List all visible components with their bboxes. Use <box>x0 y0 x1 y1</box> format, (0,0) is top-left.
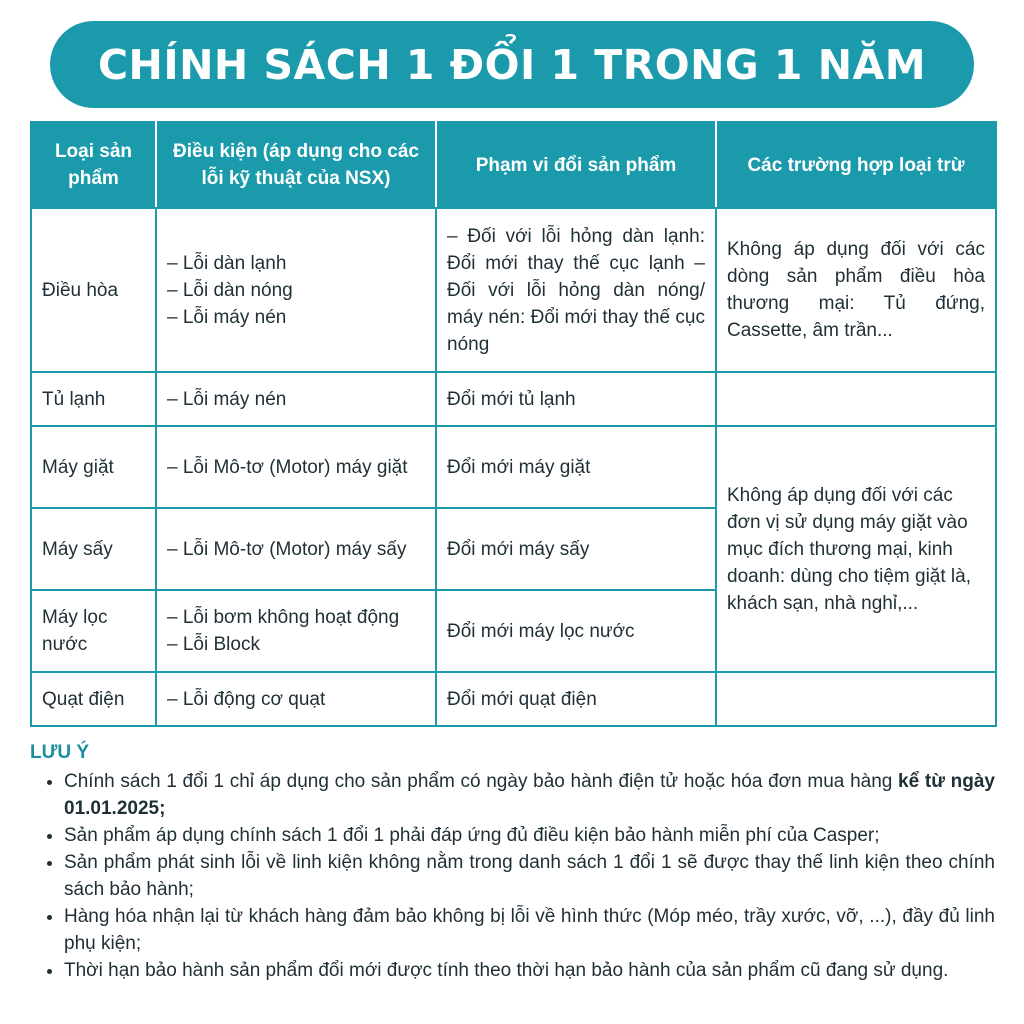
title-banner <box>50 21 974 108</box>
product-cell: Tủ lạnh <box>31 372 156 426</box>
scope-cell: Đổi mới tủ lạnh <box>436 372 716 426</box>
exclusion-cell: Không áp dụng đối với các dòng sản phẩm điều hòa thương mại: Tủ đứng, Cassette, âm trần... <box>716 208 996 372</box>
product-cell: Quạt điện <box>31 672 156 726</box>
conditions-cell <box>156 426 436 508</box>
product-cell: Máy giặt <box>31 426 156 508</box>
notes-title: LƯU Ý <box>30 742 90 763</box>
condition-line: – Lỗi Mô-tơ (Motor) máy sấy <box>167 538 407 560</box>
condition-line: – Lỗi dàn nóng <box>167 279 293 301</box>
table-row <box>31 672 996 726</box>
product-cell: Máy lọc nước <box>31 590 156 672</box>
condition-line: – Lỗi Mô-tơ (Motor) máy giặt <box>167 456 408 478</box>
note-item: • Hàng hóa nhận lại từ khách hàng đảm bảo không bị lỗi về hình thức (Móp méo, trầy xước, vỡ, ...), đầy đủ linh phụ kiện; <box>64 903 995 957</box>
table-row <box>31 208 996 372</box>
header-exclusions: Các trường hợp loại trừ <box>716 122 996 208</box>
exclusion-cell <box>716 372 996 426</box>
note-item: • Sản phẩm phát sinh lỗi về linh kiện không nằm trong danh sách 1 đổi 1 sẽ được thay thế linh kiện theo chính sách bảo hành; <box>64 849 995 903</box>
condition-line: – Lỗi dàn lạnh <box>167 252 287 274</box>
policy-table <box>30 121 997 727</box>
header-conditions: Điều kiện (áp dụng cho các lỗi kỹ thuật của NSX) <box>156 122 436 208</box>
condition-line: – Lỗi Block <box>167 634 260 655</box>
notes-section <box>30 740 995 984</box>
notes-list <box>30 768 995 984</box>
note-item: • Thời hạn bảo hành sản phẩm đổi mới được tính theo thời hạn bảo hành của sản phẩm cũ đang sử dụng. <box>64 957 995 984</box>
table-row <box>31 372 996 426</box>
scope-cell: Đổi mới máy sấy <box>436 508 716 590</box>
table-header-row <box>31 122 996 208</box>
header-exchange-scope: Phạm vi đổi sản phẩm <box>436 122 716 208</box>
condition-line: – Lỗi máy nén <box>167 388 287 410</box>
condition-line: – Lỗi máy nén <box>167 306 287 328</box>
exclusion-cell: Không áp dụng đối với các đơn vị sử dụng máy giặt vào mục đích thương mại, kinh doanh: dùng cho tiệm giặt là, khách sạn, nhà nghỉ,... <box>716 426 996 672</box>
scope-cell: Đổi mới máy giặt <box>436 426 716 508</box>
product-cell: Điều hòa <box>31 208 156 372</box>
note-text: Chính sách 1 đổi 1 chỉ áp dụng cho sản phẩm có ngày bảo hành điện tử hoặc hóa đơn mua hàng <box>64 771 899 792</box>
conditions-cell <box>156 508 436 590</box>
product-cell: Máy sấy <box>31 508 156 590</box>
conditions-cell <box>156 208 436 372</box>
scope-cell: Đổi mới máy lọc nước <box>436 590 716 672</box>
exclusion-cell <box>716 672 996 726</box>
scope-cell: Đổi mới quạt điện <box>436 672 716 726</box>
conditions-cell <box>156 590 436 672</box>
condition-line: – Lỗi bơm không hoạt động <box>167 607 400 628</box>
conditions-cell <box>156 372 436 426</box>
note-item <box>64 768 995 822</box>
conditions-cell <box>156 672 436 726</box>
table-row <box>31 426 996 508</box>
scope-cell: – Đối với lỗi hỏng dàn lạnh: Đổi mới thay thế cục lạnh – Đối với lỗi hỏng dàn nóng/ máy nén: Đổi mới thay thế cục nóng <box>436 208 716 372</box>
page-title: CHÍNH SÁCH 1 ĐỔI 1 TRONG 1 NĂM <box>97 40 927 89</box>
header-product-type: Loại sản phẩm <box>31 122 156 208</box>
note-item: • Sản phẩm áp dụng chính sách 1 đổi 1 phải đáp ứng đủ điều kiện bảo hành miễn phí của Casper; <box>64 822 995 849</box>
note-date-bold: kể từ ngày 01.01.2025; <box>64 771 995 819</box>
condition-line: – Lỗi động cơ quạt <box>167 688 326 710</box>
